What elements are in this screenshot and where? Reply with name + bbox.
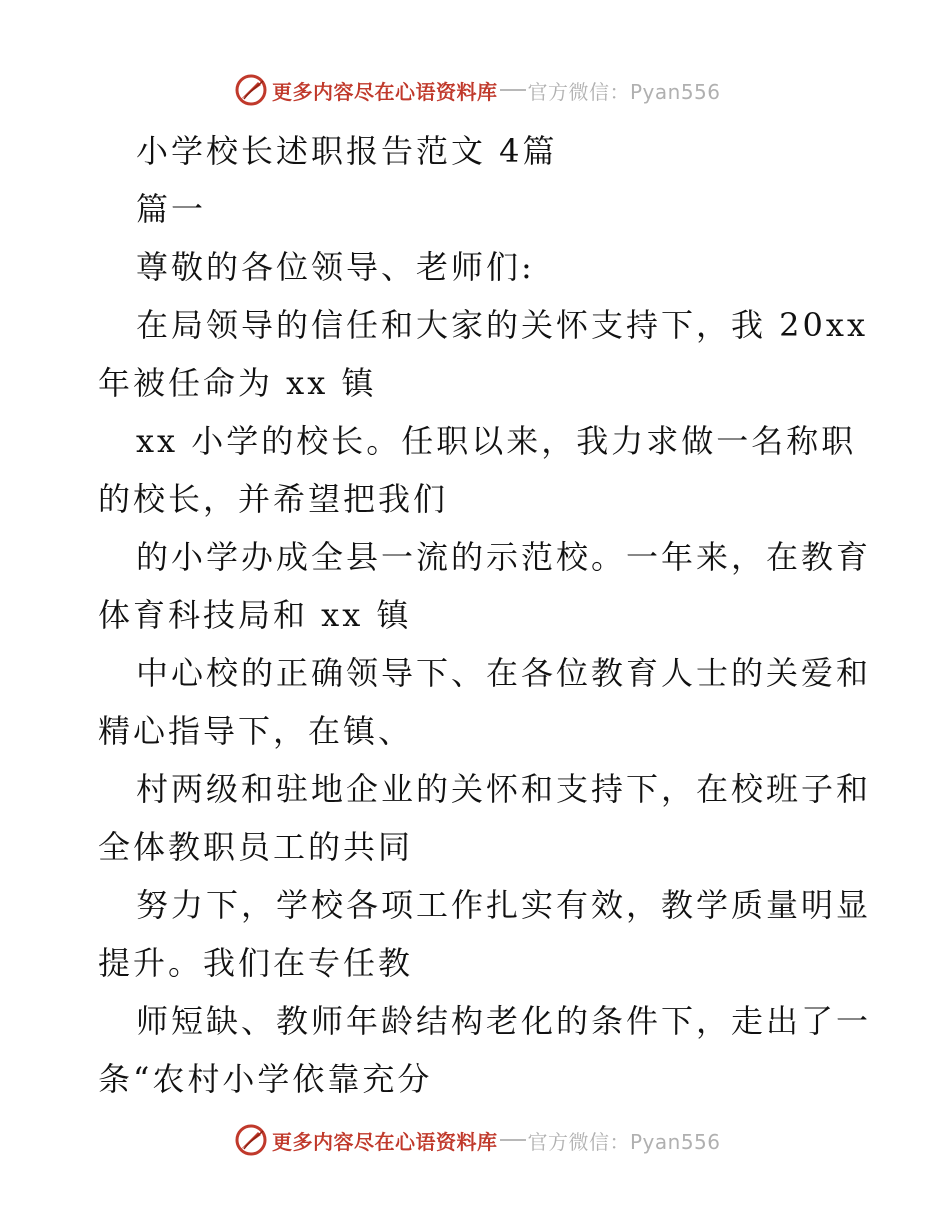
paragraph-line: 在局领导的信任和大家的关怀支持下，我 20xx [136, 306, 868, 344]
paragraph-line: 村两级和驻地企业的关怀和支持下，在校班子和 [136, 770, 872, 808]
paragraph-line: 师短缺、教师年龄结构老化的条件下，走出了一 [136, 1002, 872, 1040]
paragraph-line: 体育科技局和 xx 镇 [98, 596, 412, 634]
paragraph-line: 年被任命为 xx 镇 [98, 364, 377, 402]
paragraph-line: xx 小学的校长。任职以来，我力求做一名称职 [136, 422, 857, 460]
section-heading: 篇一 [136, 190, 207, 228]
paragraph-line: 努力下，学校各项工作扎实有效，教学质量明显 [136, 886, 872, 924]
salutation: 尊敬的各位领导、老师们: [136, 248, 535, 286]
paragraph-line: 提升。我们在专任教 [98, 944, 414, 982]
header-banner [234, 73, 721, 107]
banner-dash [500, 1139, 526, 1141]
footer-banner [234, 1123, 721, 1157]
paragraph-line: 精心指导下，在镇、 [98, 712, 414, 750]
quill-logo-icon [234, 1123, 268, 1157]
banner-dash [500, 89, 526, 91]
paragraph-line: 的校长，并希望把我们 [98, 480, 449, 518]
library-promo-text: 更多内容尽在心语资料库 [272, 79, 498, 104]
paragraph-line: 中心校的正确领导下、在各位教育人士的关爱和 [136, 654, 872, 692]
wechat-promo-text: 官方微信：Pyan556 [527, 79, 721, 104]
paragraph-line: 条“农村小学依靠充分 [98, 1060, 433, 1098]
library-promo-text: 更多内容尽在心语资料库 [272, 1129, 498, 1154]
document-body [98, 122, 872, 1108]
quill-logo-icon [234, 73, 268, 107]
wechat-promo-text: 官方微信：Pyan556 [527, 1129, 721, 1154]
doc-title: 小学校长述职报告范文 4篇 [136, 132, 558, 170]
paragraph-line: 全体教职员工的共同 [98, 828, 414, 866]
paragraph-line: 的小学办成全县一流的示范校。一年来，在教育 [136, 538, 872, 576]
